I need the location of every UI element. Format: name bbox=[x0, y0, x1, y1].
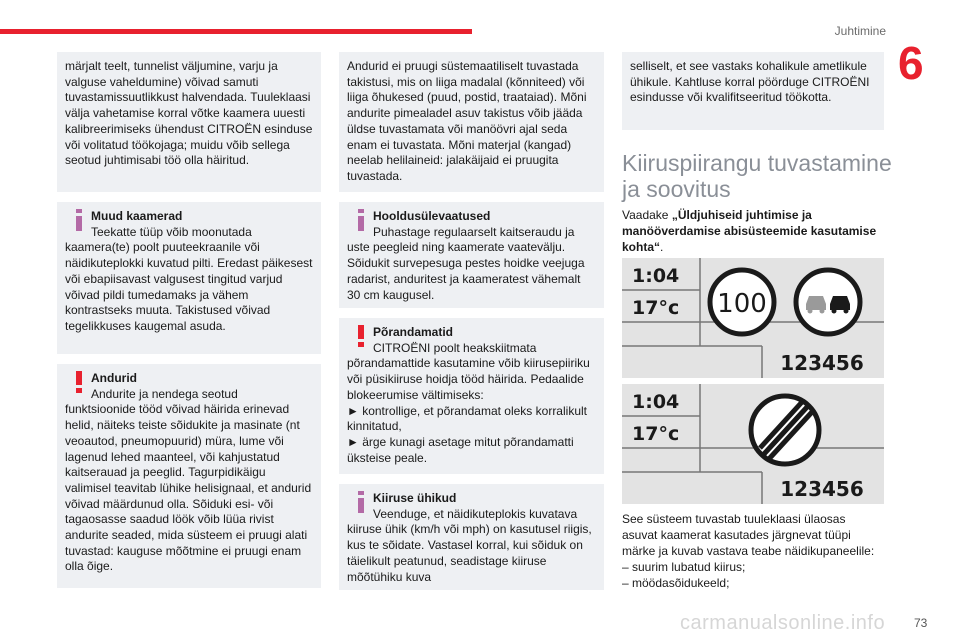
outside-temperature: 17°c bbox=[632, 297, 680, 319]
warning-box-sensors bbox=[57, 364, 321, 588]
instrument-panel-speed-limit bbox=[622, 258, 884, 378]
box-text-first: Puhastage regulaarselt kaitseraudu ja bbox=[373, 224, 575, 239]
box-text: põrandamattide kasutamine võib kiirusepiiriku või püsikiiruse hoidja tööd häirida. Pedaalide blokeerumise vältimiseks: bbox=[347, 356, 590, 402]
warning-icon bbox=[71, 371, 87, 393]
outside-temperature: 17°c bbox=[632, 423, 680, 445]
speed-limit-value: 100 bbox=[717, 289, 767, 319]
panel-drawing bbox=[622, 384, 884, 504]
warning-box-floor-mats bbox=[339, 318, 604, 474]
body-paragraph: See süsteem tuvastab tuuleklaasi ülaosas asuvat kaamerat kasutades järgnevat tüüpi märke ja kuvab vastava teabe näidikupaneelile: bbox=[622, 512, 875, 558]
watermark: carmanualsonline.info bbox=[680, 612, 886, 634]
list-item: – suurim lubatud kiirus; bbox=[622, 560, 746, 574]
see-prefix: Vaadake bbox=[622, 208, 672, 222]
odometer: 123456 bbox=[780, 351, 864, 375]
box-title: Hooldusülevaatused bbox=[373, 209, 491, 223]
bullet-item: ► ärge kunagi asetage mitut põrandamatti üksteise peale. bbox=[347, 434, 574, 465]
info-icon bbox=[71, 209, 87, 231]
box-text: kaamera(te) poolt puuteekraanile või näidikuteplokki kuvatud pilti. Eredast päikesest või ebapiisavast valgusest tingitud varjud võivad pildi tumedamaks ja vähem kontrastseks muuta. Takistused võivad tegelikkuses kaugemal asuda. bbox=[65, 240, 313, 333]
box-text: uste peegleid ning kaamerate vaatevälju. Sõidukit survepesuga pestes hoidke veejuga radarist, anduritest ja kaameratest vähemalt 30 cm kaugusel. bbox=[347, 240, 585, 302]
end-of-restrictions-sign-icon bbox=[751, 396, 819, 464]
box-text: kiiruse ühik (km/h või mph) on kasutusel riigis, kus te sõidate. Vastasel korral, kui sõiduk on täielikult peatunud, seadistage kiiruse mõõtühiku kuva bbox=[347, 522, 592, 584]
info-box-other-cameras bbox=[57, 202, 321, 354]
box-text-first: Veenduge, et näidikuteplokis kuvatava bbox=[373, 506, 578, 521]
box-text-first: Teekatte tüüp võib moonutada bbox=[91, 224, 252, 239]
box-title: Andurid bbox=[91, 371, 137, 385]
no-overtaking-sign-icon bbox=[796, 270, 860, 334]
box-text: funktsioonide tööd võivad häirida erinevad helid, näiteks teiste sõidukite ja masinate (nt veoautod, pneumopuurid) müra, lume või lagenud lehed maanteel, või kahjustatud kaitserauad ja peeglid. Tagurpidikäigu valimisel teavitab lühike helisignaal, et andurid võivad määrdunud olla. Sõiduki esi- või tagaosasse saadud löök võib lüüa rivist andurite seaded, mida süsteem ei pruugi alati tuvastad: kauguse mõõtmine ei pruugi enam olla õige. bbox=[65, 402, 312, 574]
box-title: Kiiruse ühikud bbox=[373, 491, 457, 505]
continued-note-box bbox=[57, 52, 321, 192]
info-box-maintenance bbox=[339, 202, 604, 308]
info-box-speed-units bbox=[339, 484, 604, 590]
continued-note-box bbox=[622, 52, 884, 130]
instrument-panel-end-of-limit bbox=[622, 384, 884, 504]
page-number: 73 bbox=[914, 616, 928, 630]
box-title: Põrandamatid bbox=[373, 325, 454, 339]
section-heading: Kiiruspiirangu tuvastamine ja soovitus bbox=[622, 150, 892, 202]
see-link-text: „Üldjuhiseid juhtimise ja manööverdamise abisüsteemide kasutamise kohta“ bbox=[622, 208, 877, 254]
box-text-first: CITROËNI poolt heakskiitmata bbox=[373, 340, 537, 355]
warning-icon bbox=[353, 325, 369, 347]
see-suffix: . bbox=[660, 240, 664, 254]
see-reference bbox=[622, 207, 884, 255]
info-icon bbox=[353, 209, 369, 231]
clock-time: 1:04 bbox=[632, 265, 680, 287]
list-item: – möödasõidukeeld; bbox=[622, 576, 730, 590]
note-text: märjalt teelt, tunnelist väljumine, varju ja valguse vaheldumine) võivad samuti tuvastamissuutlikkust halvendada. Tuuleklaasi välja vahetamise korral võtke kaamera uuesti kalibreerimiseks ühendust CITROËN esinduse või volitatud töökojaga; muidu võib sellega seotud juhtimisabi töö olla häiritud. bbox=[65, 59, 313, 168]
box-text-first: Andurite ja nendega seotud bbox=[91, 386, 238, 401]
header-red-bar bbox=[0, 29, 472, 34]
panel-drawing bbox=[622, 258, 884, 378]
note-text: selliselt, et see vastaks kohalikule ametlikule ühikule. Kahtluse korral pöörduge CITROËNI esindusse või kvalifitseeritud töökotta. bbox=[630, 59, 870, 105]
bullet-item: ► kontrollige, et põrandamat oleks korralikult kinnitatud, bbox=[347, 403, 587, 434]
section-title: Juhtimine bbox=[834, 24, 886, 38]
chapter-number: 6 bbox=[898, 37, 924, 89]
info-icon bbox=[353, 491, 369, 513]
continued-note-box bbox=[339, 52, 604, 192]
note-text: Andurid ei pruugi süstemaatiliselt tuvastada takistusi, mis on liiga madalal (kõnniteed) või liiga õhukesed (puud, postid, traataiad). Mõni andurite pimealadel asuv takistus võib jääda üldse tuvastamata või manöövri ajal seda enam ei tuvastata. Mõni materjal (kangad) neelab helilaineid: jalakäijaid ei pruugita tuvastada. bbox=[347, 59, 587, 183]
clock-time: 1:04 bbox=[632, 391, 680, 413]
odometer: 123456 bbox=[780, 477, 864, 501]
box-title: Muud kaamerad bbox=[91, 209, 183, 223]
